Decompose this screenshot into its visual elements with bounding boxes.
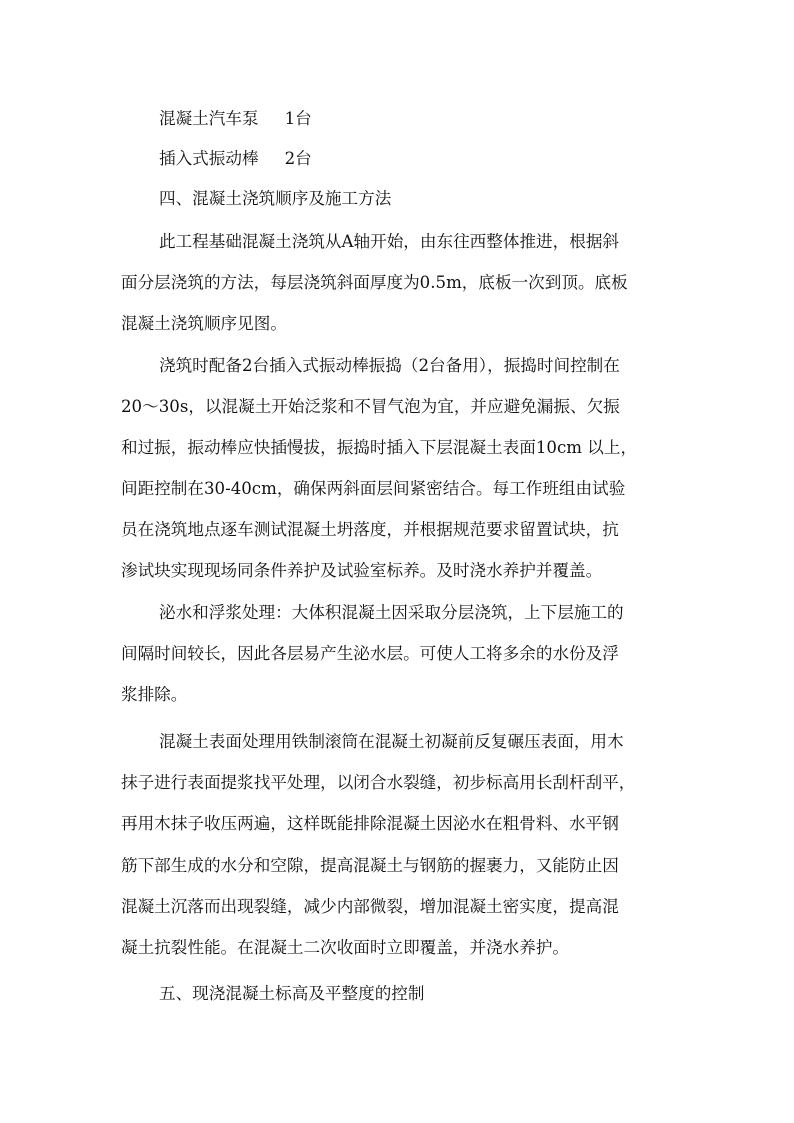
paragraph-line: 间距控制在30-40cm，确保两斜面层间紧密结合。每工作班组由试验 [121,479,626,498]
paragraph-line: 筋下部生成的水分和空隙，提高混凝土与钢筋的握裹力，又能防止因 [121,856,619,875]
paragraph-line: 凝土抗裂性能。在混凝土二次收面时立即覆盖，并浇水养护。 [121,938,570,957]
paragraph-line: 浆排除。 [121,685,188,704]
paragraph-line: 混凝土浇筑顺序见图。 [121,314,287,333]
paragraph-line: 员在浇筑地点逐车测试混凝土坍落度，并根据规范要求留置试块，抗 [121,520,619,539]
paragraph-line: 浇筑时配备2台插入式振动棒振捣（2台备用），振捣时间控制在 [159,356,620,375]
paragraph-line: 间隔时间较长，因此各层易产生泌水层。可使人工将多余的水份及浮 [121,644,619,663]
equipment-name: 混凝土汽车泵 [159,109,259,128]
section-heading: 五、现浇混凝土标高及平整度的控制 [159,984,425,1003]
section-heading: 四、混凝土浇筑顺序及施工方法 [159,189,392,208]
equipment-qty: 2台 [284,149,312,168]
equipment-item [159,148,312,170]
paragraph-line: 和过振，振动棒应快插慢拔，振捣时插入下层混凝土表面10cm 以上， [121,438,638,457]
paragraph-line: 面分层浇筑的方法，每层浇筑斜面厚度为0.5m，底板一次到顶。底板 [121,273,628,292]
equipment-name: 插入式振动棒 [159,149,259,168]
paragraph-line: 抹子进行表面提浆找平处理，以闭合水裂缝，初步标高用长刮杆刮平， [121,773,636,792]
paragraph-line: 泌水和浮浆处理：大体积混凝土因采取分层浇筑，上下层施工的 [159,603,624,622]
paragraph-line: 20～30s，以混凝土开始泛浆和不冒气泡为宜，并应避免漏振、欠振 [121,397,620,416]
paragraph-line: 渗试块实现现场同条件养护及试验室标养。及时浇水养护并覆盖。 [121,561,603,580]
paragraph-line: 混凝土沉落而出现裂缝，减少内部微裂，增加混凝土密实度，提高混 [121,897,619,916]
equipment-qty: 1台 [284,109,312,128]
equipment-item [159,108,312,130]
paragraph-line: 再用木抹子收压两遍，这样既能排除混凝土因泌水在粗骨料、水平钢 [121,814,619,833]
paragraph-line: 混凝土表面处理用铁制滚筒在混凝土初凝前反复碾压表面，用木 [159,732,624,751]
paragraph-line: 此工程基础混凝土浇筑从A轴开始，由东往西整体推进，根据斜 [159,232,620,251]
